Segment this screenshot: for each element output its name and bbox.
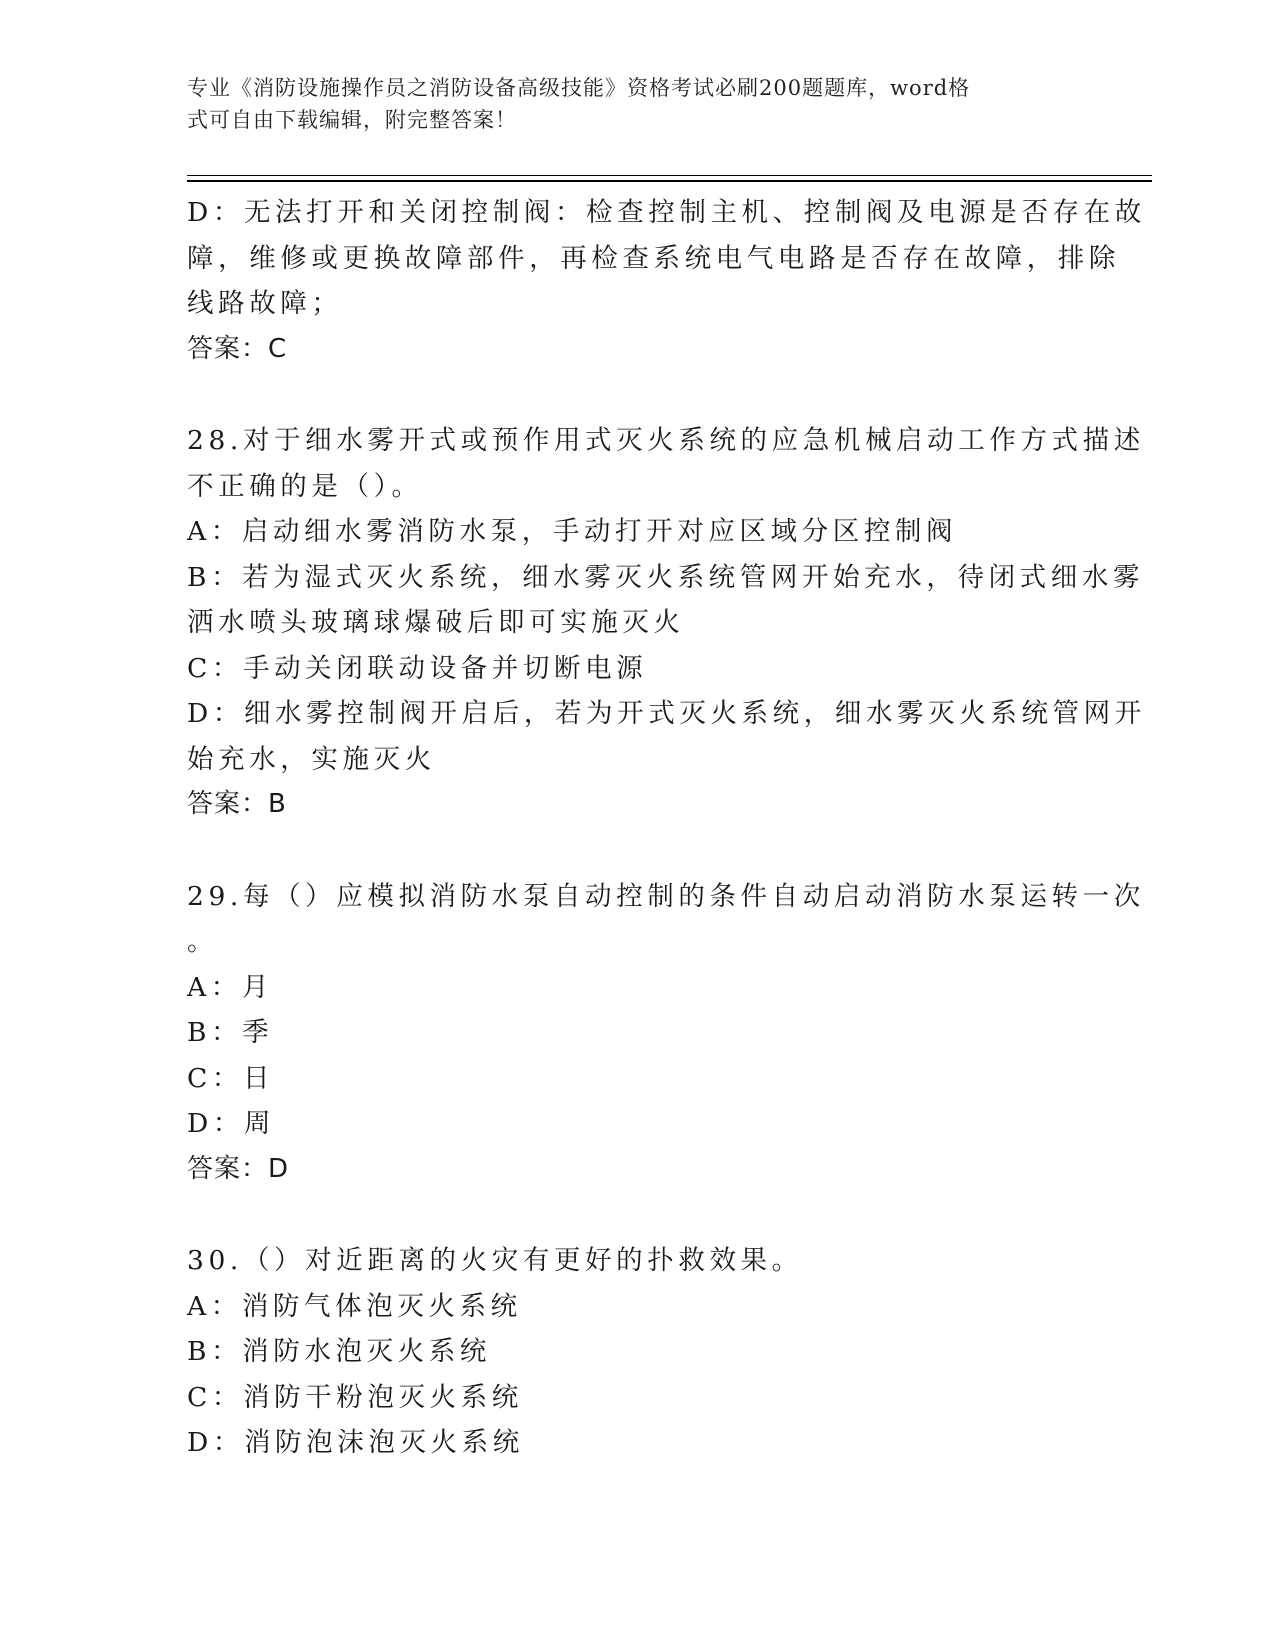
question-28 bbox=[187, 418, 1146, 828]
option-c: C：手动关闭联动设备并切断电源 bbox=[187, 652, 648, 684]
option-c: C：消防干粉泡灭火系统 bbox=[187, 1381, 523, 1413]
question-stem: 30.（）对近距离的火灾有更好的扑救效果。 bbox=[187, 1245, 803, 1276]
question-stem-line-2: 。 bbox=[187, 926, 219, 957]
option-d: D：消防泡沫泡灭火系统 bbox=[187, 1427, 524, 1458]
option-b-line-2: 洒水喷头玻璃球爆破后即可实施灭火 bbox=[187, 607, 685, 638]
question-29 bbox=[187, 874, 1145, 1193]
option-b-line-1: B：若为湿式灭火系统，细水雾灭火系统管网开始充水，待闭式细水雾 bbox=[187, 561, 1145, 593]
header-line-2: 式可自由下载编辑，附完整答案！ bbox=[187, 108, 517, 132]
option-d-line-1: D：无法打开和关闭控制阀：检查控制主机、控制阀及电源是否存在故 bbox=[187, 197, 1146, 228]
option-a: A：月 bbox=[187, 971, 273, 1003]
option-b: B：季 bbox=[187, 1017, 274, 1048]
option-a: A：消防气体泡灭火系统 bbox=[187, 1290, 522, 1322]
answer-29: 答案：D bbox=[187, 1153, 290, 1184]
answer-27: 答案：C bbox=[187, 333, 288, 364]
option-b: B：消防水泡灭火系统 bbox=[187, 1336, 491, 1367]
spacer bbox=[187, 372, 1087, 418]
option-d: D：周 bbox=[187, 1108, 276, 1139]
header-line-1: 专业《消防设施操作员之消防设备高级技能》资格考试必刷200题题库，word格 bbox=[187, 76, 971, 100]
question-stem-line-1: 29.每（）应模拟消防水泵自动控制的条件自动启动消防水泵运转一次 bbox=[187, 880, 1145, 912]
question-list bbox=[187, 190, 1146, 1466]
header-divider-thin bbox=[187, 175, 1152, 176]
page-header bbox=[187, 72, 1067, 136]
spacer bbox=[187, 1192, 1087, 1238]
option-d-line-1: D：细水雾控制阀开启后，若为开式灭火系统，细水雾灭火系统管网开 bbox=[187, 698, 1146, 729]
answer-28: 答案：B bbox=[187, 789, 287, 819]
option-a: A：启动细水雾消防水泵，手动打开对应区域分区控制阀 bbox=[187, 516, 958, 547]
spacer bbox=[187, 828, 1087, 874]
question-stem-line-1: 28.对于细水雾开式或预作用式灭火系统的应急机械启动工作方式描述 bbox=[187, 425, 1145, 456]
option-d-line-3: 线路故障； bbox=[187, 288, 343, 319]
header-divider-thick bbox=[187, 180, 1152, 182]
option-d-line-2: 始充水，实施灭火 bbox=[187, 743, 436, 775]
question-27-tail bbox=[187, 190, 1146, 372]
question-30 bbox=[187, 1238, 1087, 1466]
option-d-line-2: 障，维修或更换故障部件，再检查系统电气电路是否存在故障，排除 bbox=[187, 242, 1120, 274]
question-stem-line-2: 不正确的是（）。 bbox=[187, 470, 423, 502]
option-c: C：日 bbox=[187, 1062, 275, 1094]
